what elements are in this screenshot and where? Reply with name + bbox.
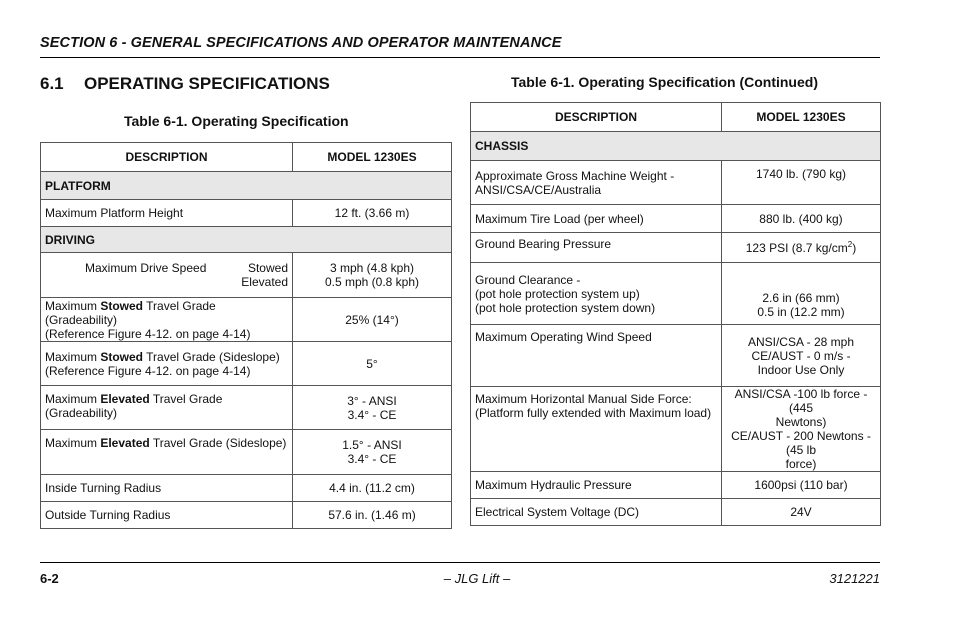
- value-down: 0.5 in (12.2 mm): [757, 305, 845, 319]
- page-number: 6-2: [40, 571, 59, 586]
- table-row: [41, 200, 452, 227]
- inside-radius-desc: Inside Turning Radius: [41, 475, 293, 502]
- drive-speed-desc: [41, 253, 293, 298]
- footer-rule: [40, 562, 880, 563]
- value-superscript: 2: [847, 240, 853, 249]
- table-row: [471, 263, 881, 325]
- category-chassis: CHASSIS: [471, 132, 881, 161]
- value-text: ): [852, 241, 857, 255]
- section-title-text: OPERATING SPECIFICATIONS: [84, 74, 330, 93]
- table1-caption: Table 6-1. Operating Specification: [124, 113, 349, 129]
- drive-speed-elevated-value: 0.5 mph (0.8 kph): [324, 275, 420, 289]
- value-ansi: 3° - ANSI: [347, 393, 397, 408]
- value-ce: 3.4° - CE: [347, 407, 397, 422]
- side-force-desc: [471, 387, 722, 472]
- category-platform: PLATFORM: [41, 172, 452, 200]
- value-ansi: ANSI/CSA - 28 mph: [747, 334, 855, 349]
- drive-speed-stowed-label: Stowed: [247, 261, 288, 275]
- desc-bold: Stowed: [100, 298, 144, 313]
- desc-text: Travel Grade (Sideslope): [149, 436, 287, 450]
- desc-text: Travel Grade (Gradeability): [45, 298, 216, 327]
- electrical-voltage-desc: Electrical System Voltage (DC): [471, 499, 722, 526]
- operating-spec-table-continued: [470, 102, 881, 526]
- table-row: [471, 205, 881, 233]
- side-force-value: [722, 387, 881, 472]
- footer-center: – JLG Lift –: [443, 571, 511, 586]
- stowed-side-value: 5°: [293, 342, 452, 386]
- table-row: [471, 387, 881, 472]
- drive-speed-value: [293, 253, 452, 298]
- category-driving: DRIVING: [41, 227, 452, 253]
- category-driving-row: [41, 227, 452, 253]
- stowed-grade-desc: [41, 298, 293, 342]
- table-row: [471, 233, 881, 263]
- table-row: [41, 342, 452, 386]
- table-row: [41, 502, 452, 529]
- ground-clearance-value: [722, 263, 881, 325]
- ground-clearance-desc: [471, 263, 722, 325]
- outside-radius-value: 57.6 in. (1.46 m): [293, 502, 452, 529]
- stowed-side-desc: [41, 342, 293, 386]
- desc-text: Maximum: [45, 349, 101, 364]
- drive-speed-elevated-label: Elevated: [241, 275, 288, 289]
- electrical-voltage-value: 24V: [722, 499, 881, 526]
- desc-reference: (Reference Figure 4-12. on page 4-14): [45, 326, 251, 341]
- bearing-pressure-value: [722, 233, 881, 263]
- section-title: [40, 74, 330, 94]
- col-description: DESCRIPTION: [471, 103, 722, 132]
- section-header: SECTION 6 - GENERAL SPECIFICATIONS AND OPERATOR MAINTENANCE: [40, 35, 562, 51]
- outside-radius-desc: Outside Turning Radius: [41, 502, 293, 529]
- operating-spec-table: [40, 142, 452, 529]
- hydraulic-pressure-desc: Maximum Hydraulic Pressure: [471, 472, 722, 499]
- col-description: DESCRIPTION: [41, 143, 293, 172]
- table1-header-row: [41, 143, 452, 172]
- value-text: Newtons): [775, 415, 827, 429]
- value-text: ANSI/CSA -100 lb force - (445: [734, 387, 868, 415]
- platform-height-value: 12 ft. (3.66 m): [293, 200, 452, 227]
- desc-text: Ground Clearance -: [475, 272, 581, 287]
- desc-text: Maximum: [45, 392, 101, 406]
- elevated-grade-desc: [41, 386, 293, 430]
- desc-text: Maximum: [45, 436, 101, 450]
- table-row: [471, 472, 881, 499]
- hydraulic-pressure-value: 1600psi (110 bar): [722, 472, 881, 499]
- drive-speed-stowed-value: 3 mph (4.8 kph): [329, 261, 415, 275]
- elevated-grade-value: [293, 386, 452, 430]
- section-number: 6.1: [40, 74, 64, 93]
- value-note: Indoor Use Only: [757, 362, 845, 377]
- gross-weight-desc: [471, 161, 722, 205]
- value-ce: CE/AUST - 0 m/s -: [751, 348, 851, 363]
- table-row: [471, 499, 881, 526]
- table-row: [471, 161, 881, 205]
- value-text: force): [785, 457, 817, 471]
- desc-text: (pot hole protection system down): [475, 300, 656, 315]
- wind-speed-value: [722, 325, 881, 387]
- desc-text: Maximum Horizontal Manual Side Force:: [475, 392, 692, 406]
- value-text: 123 PSI (8.7 kg/cm: [745, 241, 848, 255]
- platform-height-desc: Maximum Platform Height: [41, 200, 293, 227]
- tire-load-desc: Maximum Tire Load (per wheel): [471, 205, 722, 233]
- desc-reference: (Reference Figure 4-12. on page 4-14): [45, 363, 251, 378]
- drive-speed-label: Maximum Drive Speed: [85, 261, 207, 275]
- category-platform-row: [41, 172, 452, 200]
- desc-bold: Elevated: [100, 436, 150, 450]
- table-row: [41, 430, 452, 475]
- elevated-side-value: [293, 430, 452, 475]
- desc-bold: Elevated: [100, 392, 150, 406]
- table2-caption: Table 6-1. Operating Specification (Continued): [511, 74, 818, 90]
- desc-bold: Stowed: [100, 349, 144, 364]
- desc-text: (pot hole protection system up): [475, 286, 640, 301]
- category-chassis-row: [471, 132, 881, 161]
- table-row: [41, 475, 452, 502]
- gross-weight-value: 1740 lb. (790 kg): [722, 161, 881, 205]
- table2-header-row: [471, 103, 881, 132]
- desc-text: Travel Grade (Sideslope): [143, 349, 280, 364]
- header-rule: [40, 57, 880, 58]
- col-model: MODEL 1230ES: [722, 103, 881, 132]
- table-row: [471, 325, 881, 387]
- inside-radius-value: 4.4 in. (11.2 cm): [293, 475, 452, 502]
- desc-text: Approximate Gross Machine Weight -: [475, 168, 675, 183]
- table-row: [41, 298, 452, 342]
- document-number: 3121221: [829, 571, 880, 586]
- table-row: [41, 253, 452, 298]
- value-text: CE/AUST - 200 Newtons - (45 lb: [731, 429, 871, 457]
- desc-text: Travel Grade (Gradeability): [45, 392, 223, 420]
- elevated-side-desc: [41, 430, 293, 475]
- value-up: 2.6 in (66 mm): [762, 291, 840, 305]
- tire-load-value: 880 lb. (400 kg): [722, 205, 881, 233]
- wind-speed-desc: Maximum Operating Wind Speed: [471, 325, 722, 387]
- desc-text: Maximum: [45, 298, 101, 313]
- desc-text: (Platform fully extended with Maximum load): [475, 406, 712, 420]
- bearing-pressure-desc: Ground Bearing Pressure: [471, 233, 722, 263]
- stowed-grade-value: 25% (14°): [293, 298, 452, 342]
- table-row: [41, 386, 452, 430]
- value-ansi: 1.5° - ANSI: [342, 438, 402, 452]
- value-ce: 3.4° - CE: [347, 452, 397, 466]
- col-model: MODEL 1230ES: [293, 143, 452, 172]
- desc-text: ANSI/CSA/CE/Australia: [475, 182, 602, 197]
